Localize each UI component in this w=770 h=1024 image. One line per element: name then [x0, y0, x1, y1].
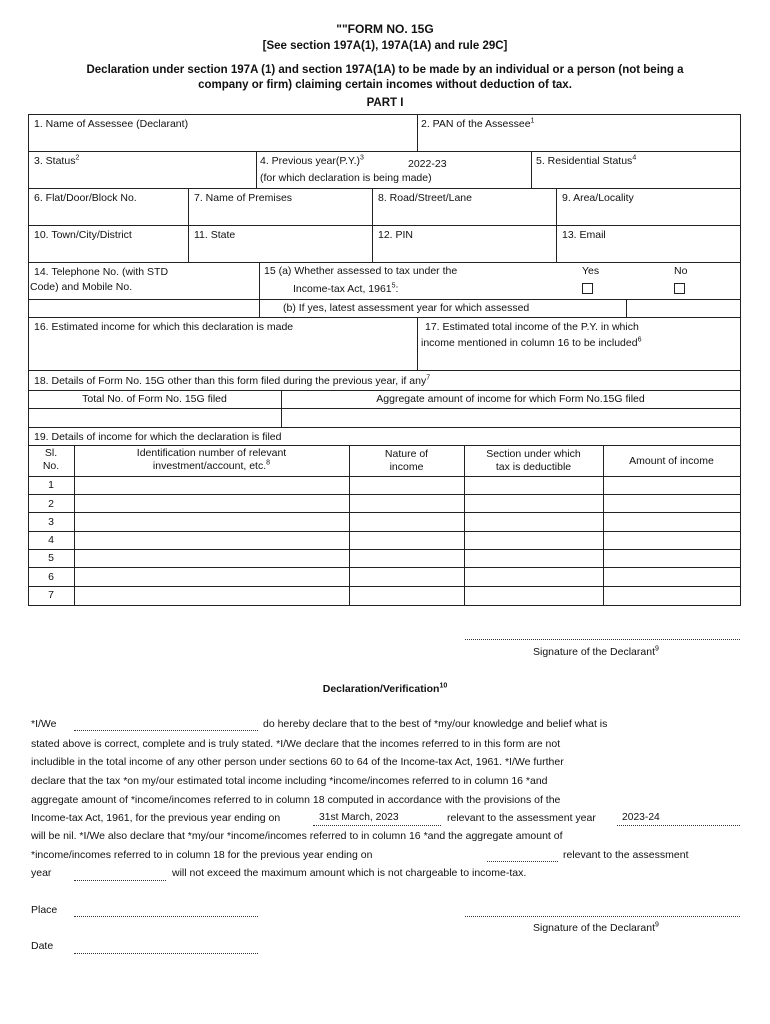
field-18-total-forms-header: Total No. of Form No. 15G filed [82, 393, 227, 405]
field-19-label: 19. Details of income for which the declaration is filed [34, 431, 282, 443]
field-14-telephone-label-1: 14. Telephone No. (with STD [34, 266, 169, 278]
verification-line-8a: *income/incomes referred to in column 18 for the previous year ending on [31, 849, 373, 861]
table-row: 7 [48, 589, 54, 601]
declaration-title-line1: Declaration under section 197A (1) and section 197A(1A) to be made by an individual or a person (not being a [86, 64, 684, 76]
table-row: 2 [48, 498, 54, 510]
field-14-telephone-label-2: Code) and Mobile No. [30, 281, 133, 293]
verification-line-9a: year [31, 867, 52, 879]
field-4-previous-year-label: 4. Previous $year(P.Y.)^3$ [260, 154, 364, 167]
field-17-label-2: income mentioned in column 16 to be included$^6$ [421, 336, 642, 349]
section-reference: [See section 197A(1), 197A(1A) and rule 29C] [262, 40, 508, 52]
amount-of-income-header: Amount of income [629, 455, 714, 467]
field-7-premises-label: 7. Name of Premises [194, 192, 293, 204]
verification-line-6b: relevant to the assessment year [447, 812, 596, 824]
table-row: 3 [48, 516, 54, 528]
no-label: No [674, 265, 688, 277]
field-12-pin-label: 12. PIN [378, 229, 414, 241]
field-13-email-label: 13. Email [562, 229, 606, 241]
identification-number-header: Identification number of relevant investment/account, etc.$^8$ [136, 447, 287, 472]
field-9-area-label: 9. Area/Locality [562, 192, 634, 204]
signature-line-1[interactable] [465, 639, 740, 640]
field-4-previous-year-value: 2022-23 [408, 158, 447, 170]
field-15a-label-2: Income-tax Act, 1961$^5$: [293, 282, 399, 295]
place-label: Place [31, 904, 58, 916]
field-1-name-label: 1. Name of Assessee (Declarant) [34, 118, 189, 130]
signature-line-2[interactable] [465, 916, 740, 917]
previous-year-ending-value: 31st March, 2023 [319, 812, 399, 823]
verification-line-1: do hereby declare that to the best of *my/our knowledge and belief what is [263, 718, 608, 730]
field-10-town-label: 10. Town/City/District [34, 229, 132, 241]
sl-no-header: Sl. No. [42, 447, 60, 472]
yes-checkbox[interactable] [582, 283, 593, 294]
part-title: PART I [366, 97, 404, 109]
field-6-flat-label: 6. Flat/Door/Block No. [34, 192, 137, 204]
signature-label-1: Signature of the Declarant$^9$ [533, 645, 659, 658]
verification-title: Declaration/Verification$^{10}$ [322, 682, 448, 695]
declarant-name-field[interactable] [74, 730, 258, 731]
signature-label-2: Signature of the Declarant$^9$ [533, 921, 659, 934]
field-4-note: (for which declaration is being made) [260, 172, 432, 184]
table-row: 4 [48, 534, 54, 546]
place-field[interactable] [74, 916, 258, 917]
verification-line-6a: Income-tax Act, 1961, for the previous year ending on [31, 812, 281, 824]
field-15b-label: (b) If yes, latest assessment year for which assessed [283, 302, 530, 314]
field-8-road-label: 8. Road/Street/Lane [378, 192, 472, 204]
field-18-aggregate-header: Aggregate amount of income for which Form No.15G filed [376, 393, 645, 405]
field-11-state-label: 11. State [194, 229, 236, 241]
field-16-label: 16. Estimated income for which this declaration is made [34, 321, 294, 333]
field-17-label-1: 17. Estimated total income of the P.Y. in which [425, 321, 639, 333]
verification-line-8b: relevant to the assessment [563, 849, 689, 861]
form-number: ""FORM NO. 15G [336, 22, 434, 36]
field-2-pan-label: 2. PAN of the Assessee$^1$ [421, 117, 535, 130]
field-3-status-label: 3. Status$^2$ [34, 154, 80, 167]
field-5-residential-status-label: 5. Residential Status$^4$ [536, 154, 637, 167]
table-row: 6 [48, 571, 54, 583]
assessment-year-field[interactable] [617, 825, 740, 826]
verification-line-9b: will not exceed the maximum amount which is not chargeable to income-tax. [172, 867, 527, 879]
no-checkbox[interactable] [674, 283, 685, 294]
yes-label: Yes [582, 265, 600, 277]
date-label: Date [31, 940, 54, 952]
col18-previous-year-field[interactable] [487, 861, 558, 862]
field-15a-label-1: 15 (a) Whether assessed to tax under the [264, 265, 458, 277]
verification-line-5: aggregate amount of *income/incomes referred to in column 18 computed in accordance with the provisions of the [31, 794, 561, 806]
assessment-year-value: 2023-24 [622, 812, 660, 823]
verification-line-7: will be nil. *I/We also declare that *my/our *income/incomes referred to in column 16 *and the aggregate amount of [31, 830, 563, 842]
verification-line-4: declare that the tax *on my/our estimated total income including *income/incomes referred to in column 16 *and [31, 775, 548, 787]
section-header: Section under which tax is deductible [486, 448, 581, 473]
verification-line-3: includible in the total income of any other person under sections 60 to 64 of the Income-tax Act, 1961. *I/We further [31, 756, 564, 768]
previous-year-ending-field[interactable] [313, 825, 441, 826]
date-field[interactable] [74, 953, 258, 954]
verification-line-2: stated above is correct, complete and is truly stated. *I/We declare that the incomes referred to in this form are not [31, 738, 561, 750]
col18-assessment-year-field[interactable] [74, 880, 166, 881]
nature-of-income-header: Nature of income [384, 448, 429, 473]
field-18-label: 18. Details of Form No. 15G other than this form filed during the previous year, if any$^7$ [34, 374, 431, 387]
table-row: 5 [48, 552, 54, 564]
verification-iwe: *I/We [31, 718, 57, 730]
declaration-title-line2: company or firm) claiming certain incomes without deduction of tax. [198, 79, 572, 91]
table-row: 1 [48, 479, 54, 491]
